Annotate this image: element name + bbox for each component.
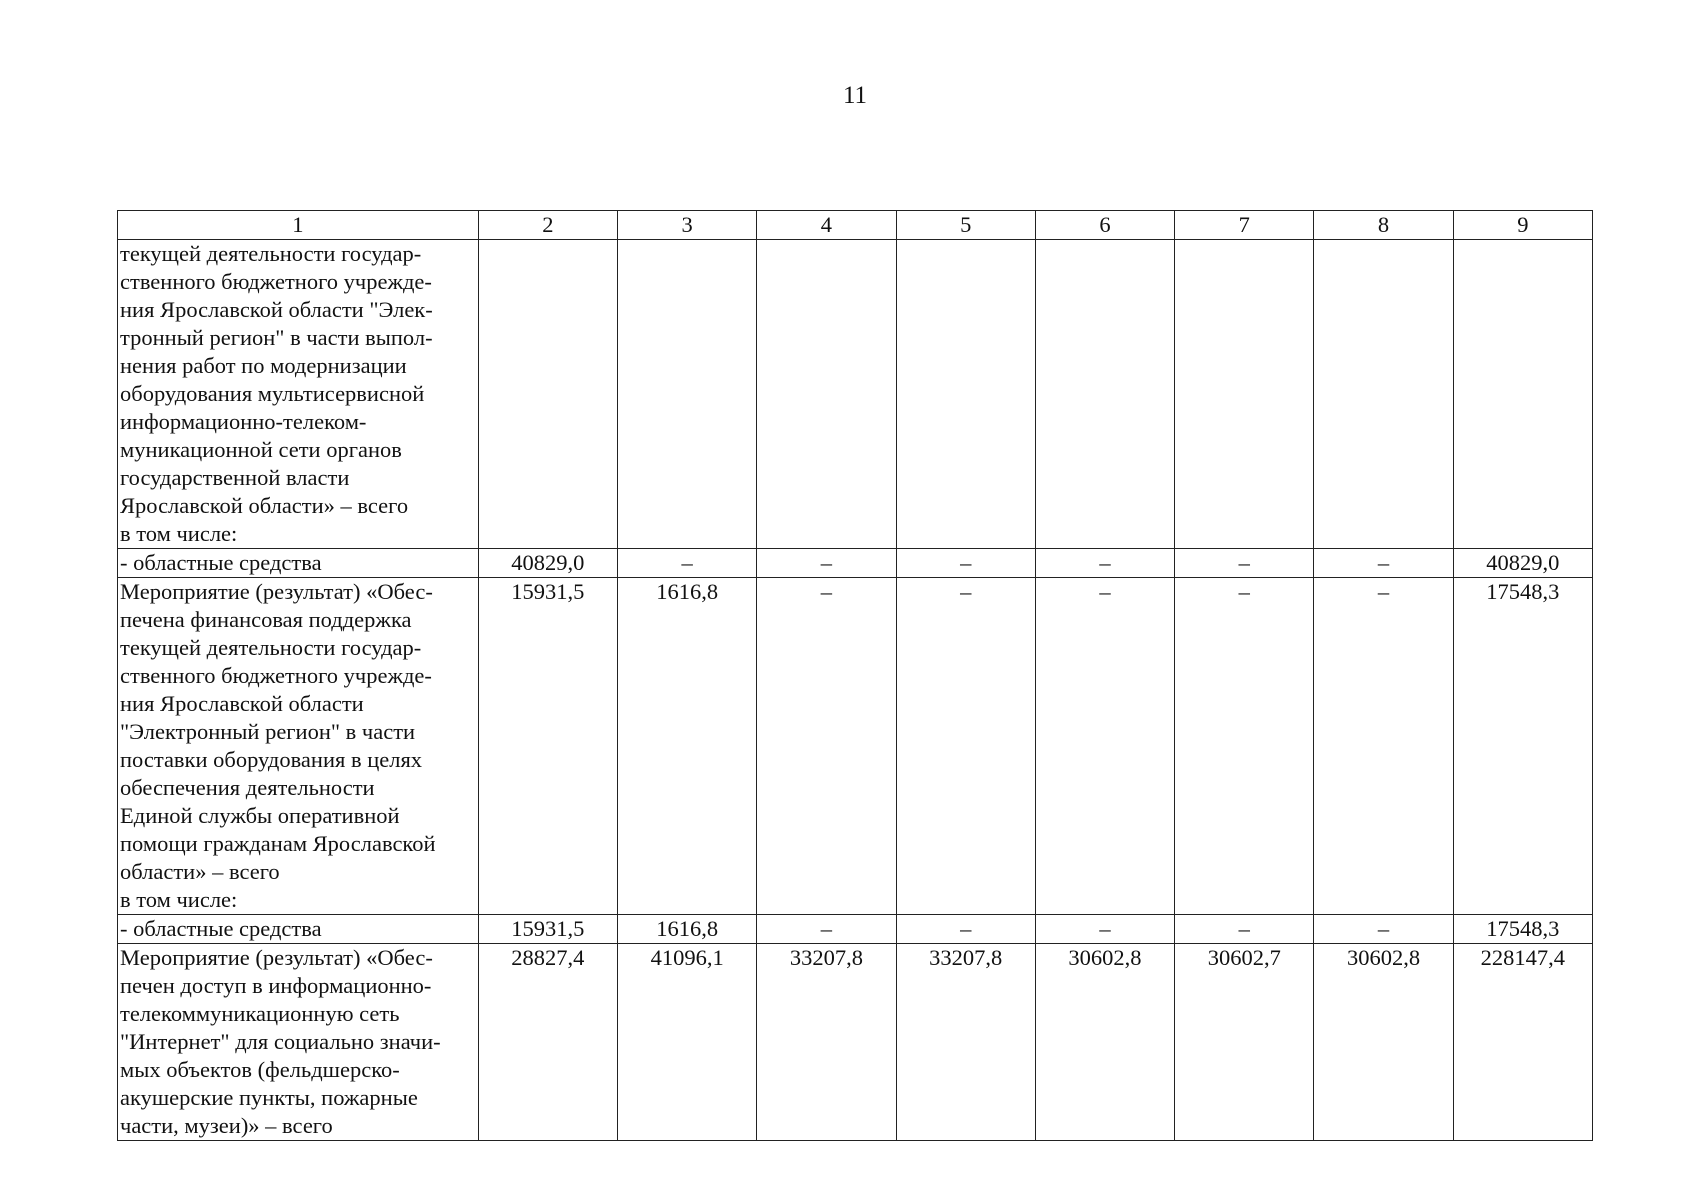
row-description: текущей деятельности государ- ственного бюджетного учрежде- ния Ярославской области "Элек- тронный регион" в части выпол- нения работ по модернизации оборудования мультисервисной информационно-телеком- муникационной сети органов государственной власти Ярославской области» – всего в том числе: (118, 240, 479, 549)
header-cell: 4 (757, 211, 896, 240)
value-cell: 40829,0 (478, 549, 617, 578)
value-cell: 15931,5 (478, 915, 617, 944)
header-cell: 8 (1314, 211, 1453, 240)
value-cell (1035, 240, 1174, 549)
value-cell (478, 240, 617, 549)
value-cell (1175, 240, 1314, 549)
value-cell: – (896, 549, 1035, 578)
value-cell (757, 240, 896, 549)
header-cell: 3 (618, 211, 757, 240)
value-cell: 1616,8 (618, 915, 757, 944)
value-cell (896, 240, 1035, 549)
value-cell (1453, 240, 1592, 549)
value-cell: – (896, 578, 1035, 915)
value-cell: – (1314, 915, 1453, 944)
row-description: Мероприятие (результат) «Обес- печена финансовая поддержка текущей деятельности государ- ственного бюджетного учрежде- ния Ярославской области "Электронный регион" в части поставки оборудования в целях обеспечения деятельности Единой службы оперативной помощи гражданам Ярославской области» – всего в том числе: (118, 578, 479, 915)
header-cell: 2 (478, 211, 617, 240)
table-row (118, 578, 1593, 915)
value-cell: 30602,8 (1035, 944, 1174, 1141)
table-row (118, 549, 1593, 578)
value-cell: – (1035, 578, 1174, 915)
value-cell: 17548,3 (1453, 578, 1592, 915)
value-cell: 228147,4 (1453, 944, 1592, 1141)
value-cell: 1616,8 (618, 578, 757, 915)
value-cell: 30602,8 (1314, 944, 1453, 1141)
row-description: - областные средства (118, 549, 479, 578)
value-cell: 28827,4 (478, 944, 617, 1141)
value-cell: 33207,8 (896, 944, 1035, 1141)
value-cell: – (1035, 915, 1174, 944)
value-cell: – (757, 549, 896, 578)
table-row (118, 944, 1593, 1141)
value-cell: – (1175, 915, 1314, 944)
value-cell: 33207,8 (757, 944, 896, 1141)
value-cell: 15931,5 (478, 578, 617, 915)
value-cell: 41096,1 (618, 944, 757, 1141)
value-cell: – (618, 549, 757, 578)
table-header-row (118, 211, 1593, 240)
table-row (118, 240, 1593, 549)
header-cell: 5 (896, 211, 1035, 240)
value-cell: 17548,3 (1453, 915, 1592, 944)
value-cell (1314, 240, 1453, 549)
value-cell: 30602,7 (1175, 944, 1314, 1141)
value-cell: – (896, 915, 1035, 944)
row-description: - областные средства (118, 915, 479, 944)
budget-table (117, 210, 1593, 1141)
header-cell: 7 (1175, 211, 1314, 240)
row-description: Мероприятие (результат) «Обес- печен доступ в информационно- телекоммуникационную сеть "Интернет" для социально значи- мых объектов (фельдшерско- акушерские пункты, пожарные части, музеи)» – всего (118, 944, 479, 1141)
header-cell: 9 (1453, 211, 1592, 240)
value-cell: – (1175, 549, 1314, 578)
value-cell: – (757, 915, 896, 944)
header-cell: 6 (1035, 211, 1174, 240)
value-cell: – (1314, 549, 1453, 578)
value-cell: – (1035, 549, 1174, 578)
page-number: 11 (842, 82, 868, 109)
value-cell: 40829,0 (1453, 549, 1592, 578)
value-cell: – (1314, 578, 1453, 915)
value-cell: – (757, 578, 896, 915)
value-cell (618, 240, 757, 549)
header-cell: 1 (118, 211, 479, 240)
value-cell: – (1175, 578, 1314, 915)
table-row (118, 915, 1593, 944)
